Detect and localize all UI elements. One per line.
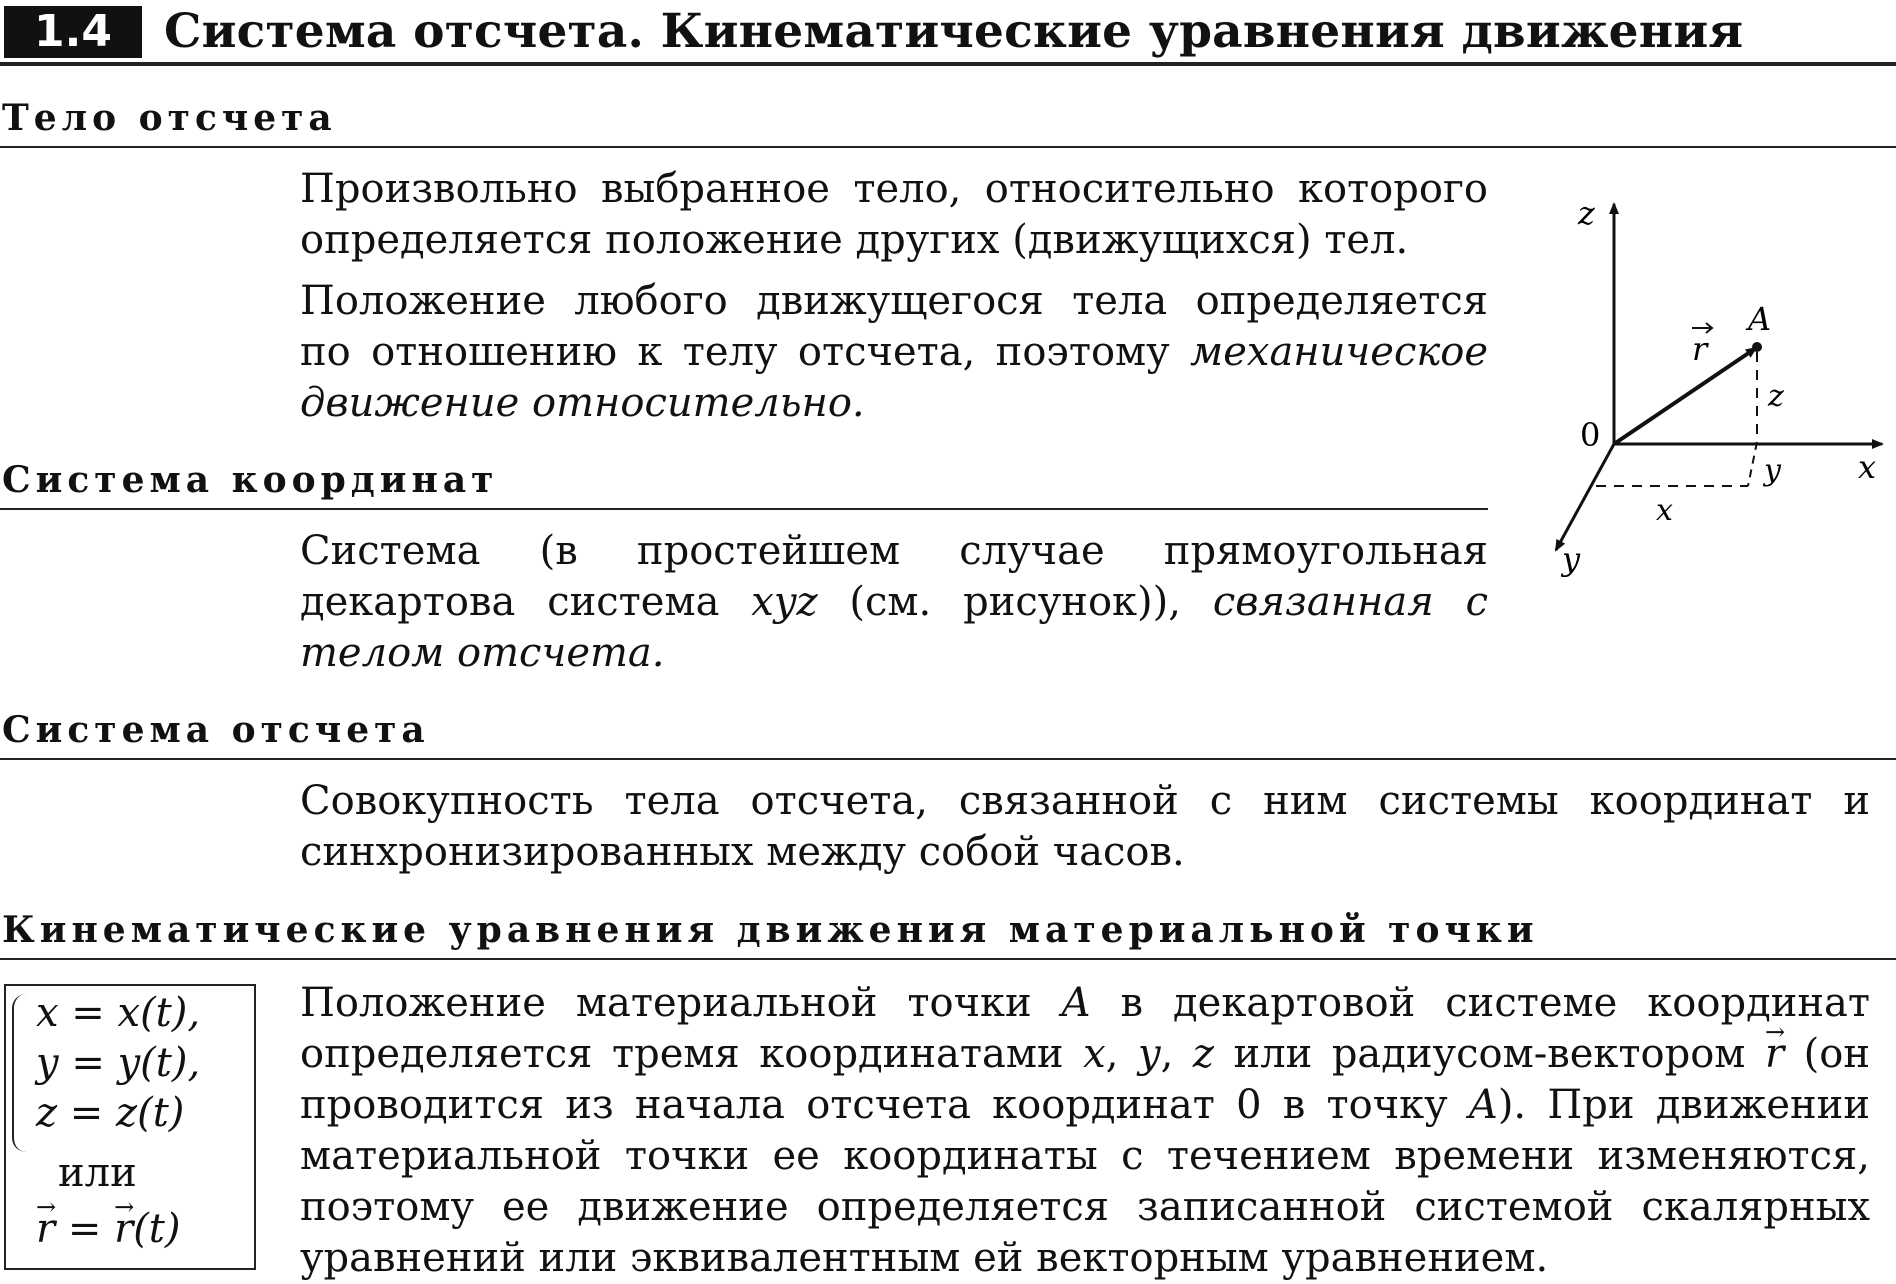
eq-z-rhs: z(t) (116, 1090, 185, 1136)
reference-body-p1: Произвольно выбранное тело, относительно которого определяется положение других (движущихся) тел. (300, 166, 1488, 263)
eq-vec-lhs: → r (36, 1204, 55, 1254)
label-vector-r: r (1692, 330, 1708, 368)
eq-vec-equals: = (67, 1206, 102, 1252)
label-proj-z: z (1768, 379, 1784, 414)
reference-frame-p: Совокупность тела отсчета, связанной с ним системы координат и синхронизированных между собой часов. (300, 778, 1870, 875)
rule-reference-frame (0, 758, 1896, 760)
kin-t3: или радиусом-вектором (1213, 1031, 1765, 1077)
eq-x-lhs: x (36, 990, 59, 1036)
kin-t4: (он проводится из начала отсчета координат 0 в точку (300, 1031, 1870, 1128)
kin-A2: A (1468, 1082, 1498, 1128)
kin-x: x (1083, 1031, 1106, 1077)
kin-y: y (1138, 1031, 1161, 1077)
rule-kinematic-equations (0, 958, 1896, 960)
coordinate-system-var: xyz (751, 579, 818, 625)
page-title: Система отсчета. Кинематические уравнения движения (164, 4, 1744, 59)
eq-z-lhs: z (36, 1090, 58, 1136)
coordinate-system-text-1: Система (в простейшем случае прямоугольная декартова система (300, 528, 1488, 625)
label-origin: 0 (1580, 416, 1601, 454)
heading-reference-body: Тело отсчета (2, 97, 337, 139)
heading-coordinate-system: Система координат (2, 459, 499, 501)
kinematic-paragraph (300, 978, 1870, 1284)
rule-reference-body (0, 146, 1896, 148)
eq-x-equals: = (71, 990, 105, 1036)
kin-A: A (1061, 980, 1091, 1026)
radius-vector-line (1614, 348, 1756, 444)
kin-comma1: , (1105, 1031, 1138, 1077)
eq-y-lhs: y (36, 1040, 59, 1086)
eq-z-equals: = (69, 1090, 104, 1136)
eq-y-rhs: y(t), (117, 1040, 201, 1086)
y-axis-line (1556, 444, 1614, 550)
kin-comma2: , (1160, 1031, 1193, 1077)
eq-vec-rhs: → r (114, 1204, 133, 1254)
label-x-axis: x (1858, 448, 1877, 486)
kin-r: → r (1765, 1029, 1784, 1080)
coordinate-system-text-2: (см. рисунок)), (817, 579, 1213, 625)
equation-x (36, 988, 200, 1038)
coordinate-system-diagram (1520, 180, 1890, 590)
eq-y-equals: = (71, 1040, 105, 1086)
kin-t5: ). При движении материальной точки ее координаты с течением времени изменяются, поэтому ее движение определяется записанной системой скалярных уравнений или эквивалентным ей векторным уравнением. (300, 1082, 1870, 1281)
coordinate-system-italic: связанная с телом отсчета. (300, 579, 1488, 676)
label-z-axis: z (1578, 194, 1595, 232)
reference-body-p2-italic: механическое движение относительно. (300, 329, 1488, 426)
reference-body-text (300, 164, 1488, 429)
kin-z: z (1192, 1031, 1214, 1077)
brace-symbol (12, 994, 32, 1152)
label-proj-x: x (1656, 493, 1673, 528)
coordinate-system-text (300, 526, 1488, 679)
heading-reference-frame: Система отсчета (2, 709, 430, 751)
kin-t1: Положение материальной точки (300, 980, 1062, 1026)
eq-x-rhs: x(t), (117, 990, 201, 1036)
label-y-axis: y (1562, 540, 1581, 578)
label-proj-y: y (1764, 453, 1781, 488)
equation-vector (36, 1204, 181, 1254)
label-point-a: A (1748, 300, 1772, 338)
reference-body-p2 (300, 276, 1488, 429)
point-a-dot (1752, 342, 1762, 352)
equation-y (36, 1038, 200, 1088)
equation-z (36, 1088, 184, 1138)
coordinate-system-p (300, 526, 1488, 679)
projection-y-line (1748, 442, 1757, 486)
section-number: 1.4 (4, 6, 142, 58)
reference-body-p2-text: Положение любого движущегося тела определяется по отношению к телу отсчета, поэтому (300, 278, 1488, 375)
kinematic-text (300, 978, 1870, 1284)
rule-coordinate-system (0, 508, 1488, 510)
title-rule (0, 62, 1896, 66)
formula-box (4, 984, 256, 1270)
or-label: или (58, 1150, 137, 1196)
eq-vec-arg: (t) (133, 1206, 181, 1252)
reference-frame-text (300, 776, 1870, 878)
heading-kinematic-equations: Кинематические уравнения движения материальной точки (2, 909, 1539, 951)
kin-t2: в декартовой системе координат определяется тремя координатами (300, 980, 1871, 1077)
